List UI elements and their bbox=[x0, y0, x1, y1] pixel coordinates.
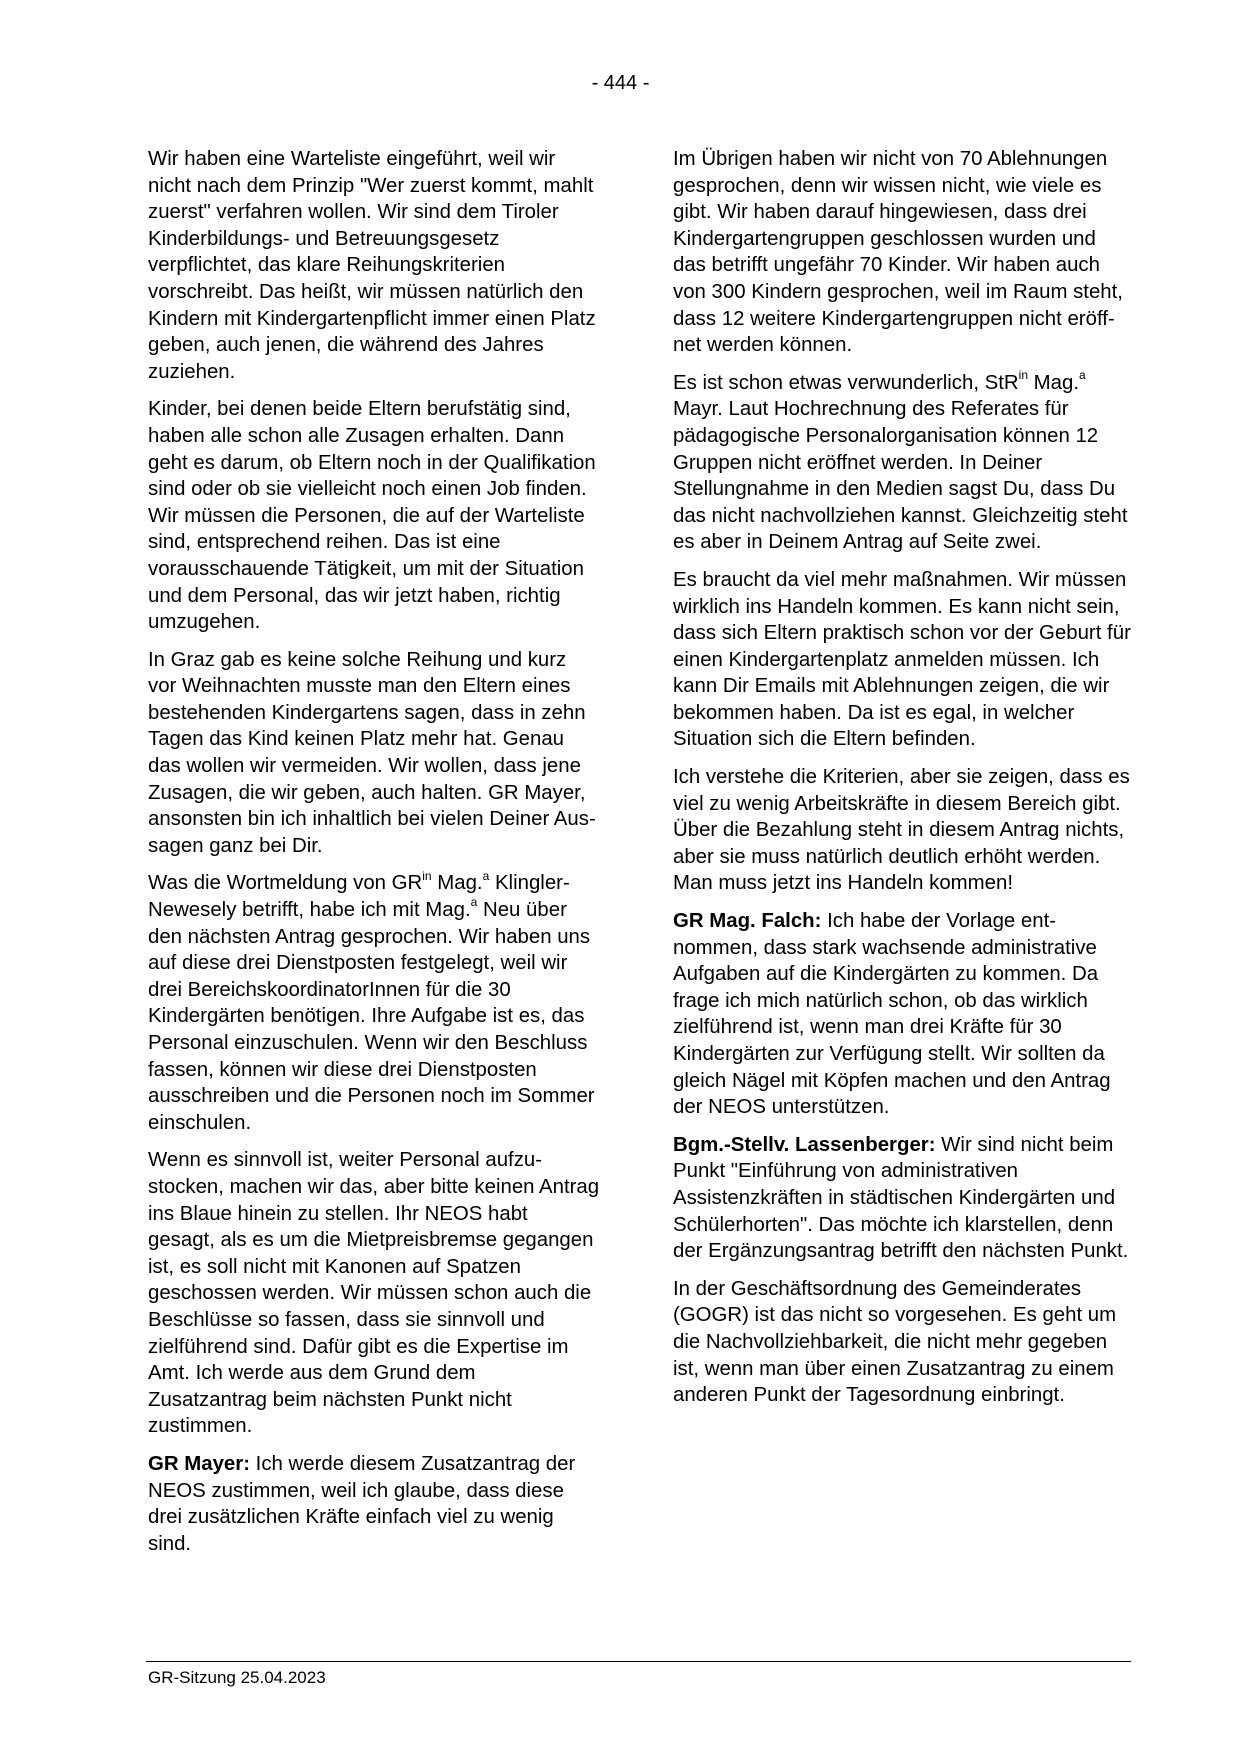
paragraph-text: Klingler-Newesely betrifft, habe ich mit Mag. bbox=[148, 872, 570, 922]
paragraph: Ich verstehe die Kriterien, aber sie zeigen, dass es viel zu wenig Arbeitskräfte in diesem Bereich gibt. Über die Bezahlung steht in diesem Antrag nichts, aber sie muss natürlich deutlich erhöht werden. Man muss jetzt ins Handeln kommen! bbox=[673, 766, 1130, 895]
speaker-name: GR Mayer: bbox=[148, 1452, 250, 1475]
paragraph: Kinder, bei denen beide Eltern berufstätig sind, haben alle schon alle Zusagen erhalten. Dann geht es darum, ob Eltern noch in der Qualifikation sind oder ob sie vielleicht noch einen Job finden. Wir müssen die Personen, die auf der Warteliste sind, entsprechend reihen. Das ist eine vorausschauende Tätigkeit, um mit der Situation und dem Personal, das wir jetzt haben, richtig umzugehen. bbox=[148, 398, 596, 634]
superscript: in bbox=[422, 868, 432, 883]
paragraph: In der Geschäftsordnung des Gemeinderates (GOGR) ist das nicht so vorgesehen. Es geht um die Nachvollziehbarkeit, die nicht mehr gegeben ist, wenn man über einen Zusatzantrag zu einem anderen Punkt der Tagesordnung einbringt. bbox=[673, 1277, 1117, 1407]
left-column bbox=[148, 146, 600, 1568]
paragraph-text: Was die Wortmeldung von GR bbox=[148, 872, 423, 895]
footer-divider bbox=[146, 1661, 1131, 1662]
paragraph-text: Mayr. Laut Hochrechnung des Referates für pädagogische Personalorganisation können 12 Gruppen nicht eröffnet werden. In Deiner Stellungnahme in den Medien sagst Du, dass Du das nicht nachvollziehen kannst. Gleichzeitig steht es aber in Deinem Antrag auf Seite zwei. bbox=[673, 398, 1128, 554]
paragraph bbox=[148, 870, 600, 1136]
paragraph: Im Übrigen haben wir nicht von 70 Ablehnungen gesprochen, denn wir wissen nicht, wie viele es gibt. Wir haben darauf hingewiesen, dass drei Kindergartengruppen geschlossen wurden und das betrifft ungefähr 70 Kinder. Wir haben auch von 300 Kindern gesprochen, weil im Raum steht, dass 12 weitere Kindergartengruppen nicht eröffnet werden können. bbox=[673, 148, 1123, 357]
paragraph bbox=[673, 1132, 1131, 1265]
page-number: - 444 - bbox=[591, 72, 650, 94]
speaker-name: Bgm.-Stellv. Lassenberger: bbox=[673, 1133, 936, 1156]
paragraph bbox=[673, 908, 1131, 1121]
superscript: a bbox=[482, 868, 490, 883]
paragraph-text: Wir sind nicht beim Punkt "Einführung von administrativen Assistenzkräften in städtischen Kindergärten und Schülerhorten". Das möchte ich klarstellen, denn der Ergänzungsantrag betrifft den nächsten Punkt. bbox=[673, 1133, 1129, 1263]
paragraph: Es braucht da viel mehr maßnahmen. Wir müssen wirklich ins Handeln kommen. Es kann nicht sein, dass sich Eltern praktisch schon vor der Geburt für einen Kindergartenplatz anmelden müssen. Ich kann Dir Emails mit Ablehnungen zeigen, die wir bekommen haben. Da ist es egal, in welcher Situation sich die Eltern befinden. bbox=[673, 568, 1131, 751]
footer-session-date: GR-Sitzung 25.04.2023 bbox=[148, 1668, 326, 1687]
paragraph-text: Ich habe der Vorlage entnommen, dass stark wachsende administrative Aufgaben auf die Kindergärten zu kommen. Da frage ich mich natürlich schon, ob das wirklich zielführend ist, wenn man drei Kräfte für 30 Kindergärten zur Verfügung stellt. Wir sollten da gleich Nägel mit Köpfen machen und den Antrag der NEOS unterstützen. bbox=[673, 910, 1111, 1119]
paragraph: Wenn es sinnvoll ist, weiter Personal aufzustocken, machen wir das, aber bitte keinen Antrag ins Blaue hinein zu stellen. Ihr NEOS habt gesagt, als es um die Mietpreisbremse gegangen ist, es soll nicht mit Kanonen auf Spatzen geschossen werden. Wir müssen schon auch die Beschlüsse so fassen, dass sie sinnvoll und zielführend sind. Dafür gibt es die Expertise im Amt. Ich werde aus dem Grund dem Zusatzantrag beim nächsten Punkt nicht zustimmen. bbox=[148, 1149, 600, 1438]
paragraph-text: Es ist schon etwas verwunderlich, StR bbox=[673, 371, 1019, 394]
paragraph-text: Neu über den nächsten Antrag gesprochen. Wir haben uns auf diese drei Dienstposten festgelegt, weil wir drei BereichskoordinatorInnen für die 30 Kindergärten benötigen. Ihre Aufgabe ist es, das Personal einzuschulen. Wenn wir den Beschluss fassen, können wir diese drei Dienstposten ausschreiben und die Personen noch im Sommer einschulen. bbox=[148, 899, 595, 1134]
right-column bbox=[673, 146, 1131, 1420]
paragraph: In Graz gab es keine solche Reihung und kurz vor Weihnachten musste man den Eltern eines bestehenden Kindergartens sagen, dass in zehn Tagen das Kind keinen Platz mehr hat. Genau das wollen wir vermeiden. Wir wollen, dass jene Zusagen, die wir geben, auch halten. GR Mayer, ansonsten bin ich inhaltlich bei vielen Deiner Aussagen ganz bei Dir. bbox=[148, 648, 596, 857]
superscript: a bbox=[470, 895, 478, 910]
superscript: a bbox=[1079, 367, 1086, 382]
paragraph-text: Ich werde diesem Zusatzantrag der NEOS zustimmen, weil ich glaube, dass diese drei zusätzlichen Kräfte einfach viel zu wenig sind. bbox=[148, 1452, 576, 1555]
speaker-name: GR Mag. Falch: bbox=[673, 910, 822, 933]
paragraph-text: Mag. bbox=[431, 872, 483, 895]
paragraph: Wir haben eine Warteliste eingeführt, weil wir nicht nach dem Prinzip "Wer zuerst kommt, mahlt zuerst" verfahren wollen. Wir sind dem Tiroler Kinderbildungs- und Betreuungsgesetz verpflichtet, das klare Reihungskriterien vorschreibt. Das heißt, wir müssen natürlich den Kindern mit Kindergartenpflicht immer einen Platz geben, auch jenen, die während des Jahres zuziehen. bbox=[148, 148, 596, 383]
paragraph bbox=[148, 1451, 600, 1557]
superscript: in bbox=[1018, 367, 1028, 382]
paragraph bbox=[673, 367, 1131, 556]
paragraph-text: Mag. bbox=[1028, 371, 1079, 394]
